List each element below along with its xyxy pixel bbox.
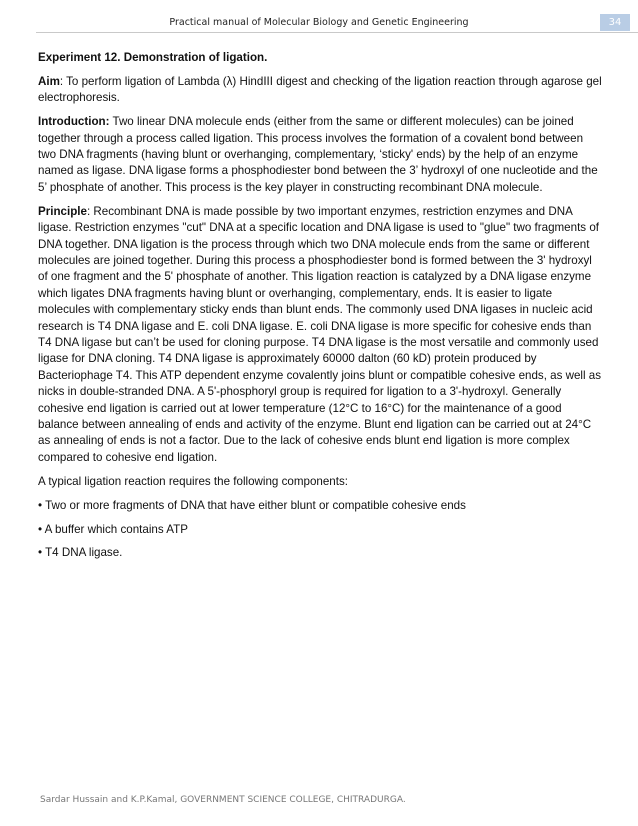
list-item: • T4 DNA ligase. [38,546,123,560]
header-divider [36,32,638,33]
page-footer: Sardar Hussain and K.P.Kamal, GOVERNMENT SCIENCE COLLEGE, CHITRADURGA. [40,795,406,805]
introduction-text: Two linear DNA molecule ends (either from the same or different molecules) can be joined together through a process called ligation. This process involves the formation of a covalent bond between two DNA fragments (having blunt or overhanging, complementary, ‘sticky' ends) by the help of an enzyme named as ligase. DNA ligase forms a phosphodiester bond between the 3’ hydroxyl of one nucleotide and the 5’ phosphate of another. This process is the key player in constructing recombinant DNA molecule. [38,115,598,194]
principle-text: : Recombinant DNA is made possible by two important enzymes, restriction enzymes and DNA ligase. Restriction enzymes "cut" DNA at a specific location and DNA ligase is used to "glue" two fragments of DNA together. DNA ligation is the process through which two DNA molecule ends from the same or different molecules are joined together. During this process a phosphodiester bond is formed between the 3' hydroxyl of one fragment and the 5' phosphate of another. This ligation reaction is catalyzed by a DNA ligase enzyme which ligates DNA fragments having blunt or overhanging, complementary, ends. It is easier to ligate molecules with complementary sticky ends than blunt ends. The commonly used DNA ligases in nucleic acid research is T4 DNA ligase and E. coli DNA ligase. E. coli DNA ligase is more specific for cohesive ends than T4 DNA ligase but can’t be used for cloning purpose. T4 DNA ligase is the most versatile and commonly used ligase for DNA cloning. T4 DNA ligase is approximately 60000 dalton (60 kD) protein produced by Bacteriophage T4. This ATP dependent enzyme covalently joins blunt or compatible cohesive ends, as well as nicks in double-stranded DNA. A 5'-phosphoryl group is required for ligation to a 3'-hydroxyl. Generally cohesive end ligation is carried out at lower temperature (12°C to 16°C) for the maintenance of a good balance between annealing of ends and activity of the enzyme. Blunt end ligation can be carried out at 24°C as annealing of ends is not a factor. Due to the lack of cohesive ends blunt end ligation is more complex compared to cohesive end ligation. [38,204,602,464]
aim-paragraph [38,74,604,107]
aim-label: Aim [38,74,60,88]
experiment-title: Experiment 12. Demonstration of ligation. [38,51,268,64]
document-body [38,50,604,569]
list-item: • Two or more fragments of DNA that have either blunt or compatible cohesive ends [38,498,466,512]
components-list [38,498,604,562]
principle-paragraph [38,204,604,467]
components-intro: A typical ligation reaction requires the following components: [38,474,348,488]
page-number-badge: 34 [600,14,630,31]
list-item: • A buffer which contains ATP [38,522,188,536]
aim-text: : To perform ligation of Lambda (λ) HindIII digest and checking of the ligation reaction through agarose gel electrophoresis. [38,74,602,105]
principle-label: Principle [38,204,87,218]
running-title: Practical manual of Molecular Biology and Genetic Engineering [169,17,469,28]
introduction-paragraph [38,114,604,196]
introduction-label: Introduction: [38,115,110,129]
